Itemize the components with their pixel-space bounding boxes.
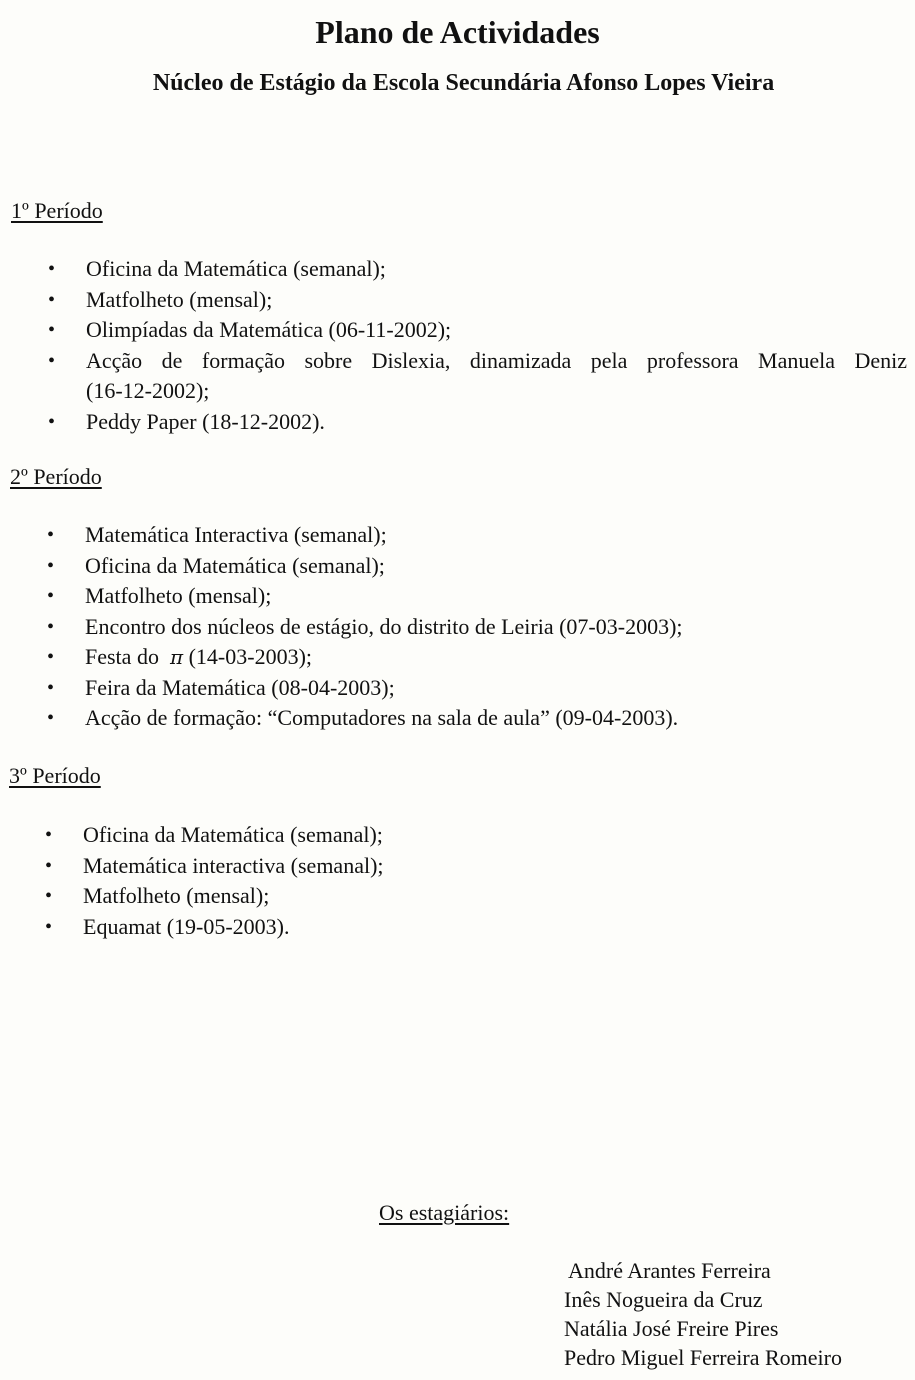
document-subtitle: Núcleo de Estágio da Escola Secundária Afonso Lopes Vieira (152, 70, 775, 96)
list-item: • Festa do π (14-03-2003); (49, 642, 889, 673)
list-item: • Acção de formação sobre Dislexia, dinamizada pela professora Manuela Deniz (16-12-2002); (48, 347, 907, 403)
list-item: • Equamat (19-05-2003). (47, 912, 887, 943)
bullet-icon: • (45, 885, 53, 907)
list-item: • Feira da Matemática (08-04-2003); (49, 673, 889, 704)
bullet-icon: • (47, 615, 55, 638)
signature-name: Natália José Freire Pires (564, 1316, 779, 1341)
list-item: • Olimpíadas da Matemática (06-11-2002); (50, 315, 907, 346)
signature-name: Inês Nogueira da Cruz (564, 1287, 763, 1312)
list-item: • Oficina da Matemática (semanal); (49, 551, 889, 582)
bullet-icon: • (47, 646, 55, 668)
bullet-icon: • (45, 854, 53, 877)
signature-label: Os estagiários: (379, 1200, 510, 1225)
bullet-icon: • (47, 676, 55, 699)
period-2-list (49, 520, 889, 734)
signature-name: Pedro Miguel Ferreira Romeiro (564, 1345, 842, 1370)
period-1-heading: 1º Período (11, 198, 103, 223)
period-1-list (50, 254, 907, 437)
list-item: • Matemática Interactiva (semanal); (49, 520, 889, 551)
bullet-icon: • (48, 319, 56, 341)
list-item: • Encontro dos núcleos de estágio, do distrito de Leiria (07-03-2003); (49, 612, 889, 643)
signature-name: André Arantes Ferreira (568, 1258, 771, 1283)
bullet-icon: • (48, 258, 56, 280)
list-item: • Acção de formação: “Computadores na sala de aula” (09-04-2003). (49, 703, 889, 734)
list-item: • Matemática interactiva (semanal); (47, 851, 887, 882)
bullet-icon: • (48, 410, 56, 433)
bullet-icon: • (47, 707, 55, 729)
bullet-icon: • (47, 524, 55, 546)
list-item: • Matfolheto (mensal); (50, 285, 907, 316)
list-item: • Matfolheto (mensal); (49, 581, 889, 612)
period-2-heading: 2º Período (10, 464, 102, 489)
bullet-icon: • (45, 915, 53, 938)
bullet-icon: • (48, 288, 56, 311)
bullet-icon: • (47, 585, 55, 607)
bullet-icon: • (45, 824, 53, 846)
pi-symbol: π (169, 645, 184, 669)
list-item: • Peddy Paper (18-12-2002). (50, 407, 907, 438)
list-item: • Oficina da Matemática (semanal); (47, 820, 887, 851)
period-3-heading: 3º Período (9, 763, 101, 788)
period-3-list (47, 820, 887, 942)
list-item: • Matfolheto (mensal); (47, 881, 887, 912)
bullet-icon: • (48, 349, 56, 372)
document-title: Plano de Actividades (315, 14, 600, 50)
list-item: • Oficina da Matemática (semanal); (50, 254, 907, 285)
bullet-icon: • (47, 554, 55, 577)
signature-names (564, 1256, 842, 1372)
